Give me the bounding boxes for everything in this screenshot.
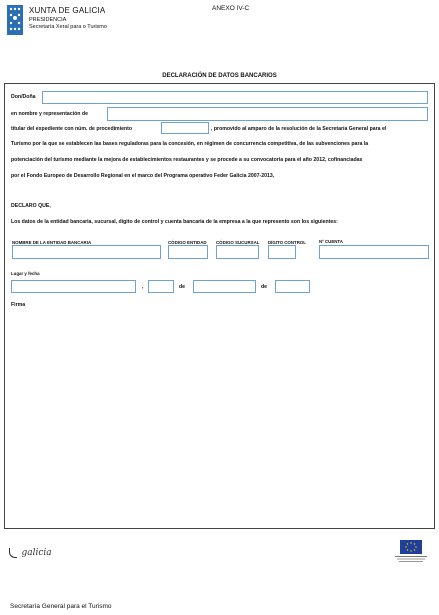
firma-label: Firma (11, 302, 26, 308)
procedimiento-field[interactable] (161, 122, 209, 134)
digito-control-field[interactable] (268, 245, 296, 259)
lugar-field[interactable] (11, 280, 136, 293)
col-codigo-sucursal: CÓDIGO SUCURSAL (216, 240, 260, 245)
form-title: DECLARACIÓN DE DATOS BANCARIOS (162, 73, 277, 79)
lugar-label: Lugar y fecha (11, 271, 40, 276)
dept-name: PRESIDENCIA (29, 17, 67, 23)
col-codigo-entidad: CÓDIGO ENTIDAD (168, 240, 207, 245)
comma-sep: , (142, 284, 144, 290)
dia-field[interactable] (148, 280, 174, 293)
codigo-entidad-field[interactable] (168, 245, 208, 259)
de-sep-1: de (179, 284, 186, 290)
anio-field[interactable] (275, 280, 310, 293)
galicia-logo-text: galicia (21, 547, 52, 558)
col-nombre-entidad: NOMBRE DE LA ENTIDAD BANCARIA (12, 240, 92, 245)
nombre-entidad-field[interactable] (12, 245, 161, 259)
col-digito-control: DÍGITO CONTROL (268, 240, 306, 245)
don-field[interactable] (42, 91, 428, 104)
para-line-2: potenciación del turismo mediante la mejora de establecimientos restaurantes y se procede a su convocatoria para el año 2012, cofinanciadas (11, 157, 363, 163)
titular-label: titular del expediente con núm. de procedimiento (11, 126, 133, 132)
bottom-secretaria-text: Secretaría General para el Turismo (10, 603, 112, 610)
galicia-logo (9, 544, 52, 562)
annex-label: ANEXO IV-C (212, 5, 250, 12)
col-numero-cuenta: Nº CUENTA (319, 239, 343, 244)
de-sep-2: de (261, 284, 268, 290)
xunta-logo-icon (7, 5, 23, 35)
form-frame (4, 83, 435, 529)
codigo-sucursal-field[interactable] (216, 245, 259, 259)
numero-cuenta-field[interactable] (319, 245, 429, 259)
eu-feder-logo (392, 540, 430, 566)
eu-flag-icon (392, 540, 430, 566)
titular-rest: , promovido al amparo de la resolución de la Secretaría General para el (211, 126, 387, 132)
mes-field[interactable] (193, 280, 256, 293)
org-name: XUNTA DE GALICIA (29, 6, 106, 15)
en-nombre-label: en nombre y representación de (11, 111, 88, 117)
declaro-label: DECLARO QUE, (11, 203, 51, 209)
don-label: Don/Doña (11, 94, 36, 100)
secretaria-name: Secretaría Xeral para o Turismo (29, 24, 107, 30)
galicia-logo-mark-icon (9, 548, 17, 558)
datos-text: Los datos de la entidad bancaria, sucursal, dígito de control y cuenta bancaria de la empresa a la que represento son los siguientes: (11, 219, 338, 225)
para-line-1: Turismo por la que se establecen las bases reguladoras para la concesión, en régimen de concurrencia competitiva, de las subvenciones para la (11, 141, 369, 147)
en-nombre-field[interactable] (107, 107, 428, 121)
para-line-3: por el Fondo Europeo de Desarrollo Regional en el marco del Programa operativo Feder Galicia 2007-2013, (11, 173, 275, 179)
